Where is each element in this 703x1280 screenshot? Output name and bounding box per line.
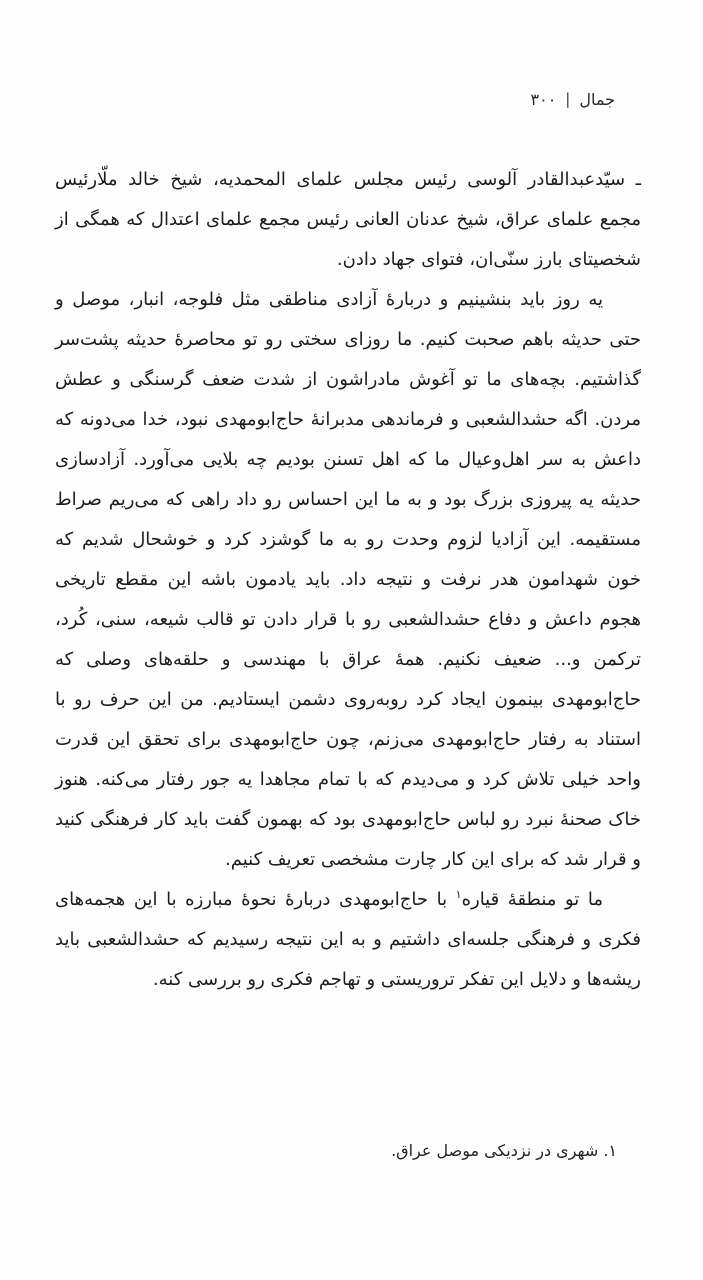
paragraph-text-before-note: ما تو منطقهٔ قیاره [461, 889, 603, 910]
paragraph-with-footnote [55, 880, 641, 1000]
footnote [391, 1138, 617, 1164]
running-title: جمال [579, 90, 615, 109]
footnote-text: شهری در نزدیکی موصل عراق. [391, 1141, 599, 1160]
page-header [531, 90, 615, 109]
paragraph-dialogue: یه روز باید بنشینیم و دربارهٔ آزادی مناطقی مثل فلوجه، انبار، موصل و حتی حدیثه باهم صحبت کنیم. ما روزای سختی رو تو محاصرهٔ حدیثه پشت‌سر گذاشتیم. بچه‌های ما تو آغوش مادراشون از شدت ضعف گرسنگی و عطش مردن. اگه حشدالشعبی و فرماندهی مدبرانهٔ حاج‌ابومهدی نبود، خدا می‌دونه که داعش به سر اهل‌وعیال ما که اهل تسنن بودیم چه بلایی می‌آورد. آزادسازی حدیثه یه پیروزی بزرگ بود و به ما این احساس رو داد راهی که می‌ریم صراط مستقیمه. این آزادیا لزوم وحدت رو به ما گوشزد کرد و خوشحال شدیم که خون شهدامون هدر نرفت و نتیجه داد. باید یادمون باشه این مقطع تاریخی هجوم داعش و دفاع حشدالشعبی رو با قرار دادن تو قالب شیعه، سنی، کُرد، ترکمن و... ضعیف نکنیم. همهٔ عراق با مهندسی و حلقه‌های وصلی که حاج‌ابومهدی بینمون ایجاد کرد روبه‌روی دشمن ایستادیم. من این حرف رو با استناد به رفتار حاج‌ابومهدی می‌زنم، چون حاج‌ابومهدی برای تحقق این قدرت واحد خیلی تلاش کرد و می‌دیدم که با تمام مجاهدا یه جور رفتار می‌کنه. هنوز خاک صحنهٔ نبرد رو لباس حاج‌ابومهدی بود که بهمون گفت باید کار فرهنگی کنید و قرار شد که برای این کار چارت مشخصی تعریف کنیم. [55, 289, 641, 870]
paragraph-text-after-note: با حاج‌ابومهدی دربارهٔ نحوهٔ مبارزه با این هجمه‌های فکری و فرهنگی جلسه‌ای داشتیم و به این نتیجه رسیدیم که حشدالشعبی باید ریشه‌ها و دلایل این تفکر تروریستی و تهاجم فکری رو بررسی کنه. [55, 889, 641, 990]
footnote-number: ۱. [603, 1141, 617, 1160]
paragraph-list-item: ـ سیّدعبدالقادر آلوسی رئیس مجلس علمای المحمدیه، شیخ خالد ملّارئیس مجمع علمای عراق، شیخ عدنان العانی رئیس مجمع علمای اعتدال که همگی از شخصیتای بارز سنّی‌ان، فتوای جهاد دادن. [55, 169, 641, 270]
header-separator: | [565, 90, 571, 108]
footnote-reference-marker: ۱ [455, 888, 462, 901]
page-number: ۳۰۰ [530, 90, 557, 109]
body-text [55, 160, 641, 1000]
